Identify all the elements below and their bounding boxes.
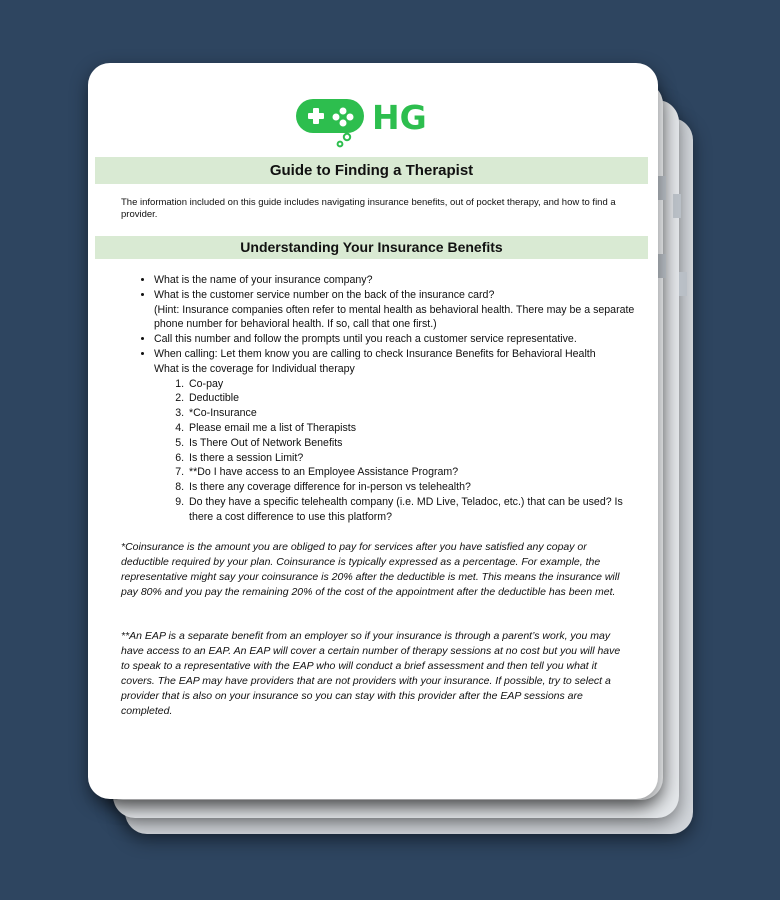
page-edge-mark: [679, 272, 687, 296]
gamepad-icon: [296, 99, 364, 146]
coverage-item: 4. Please email me a list of Therapists: [187, 421, 644, 436]
list-item-text: What is the customer service number on the back of the insurance card?: [154, 288, 495, 301]
list-item-text: What is the name of your insurance company?: [154, 274, 373, 286]
page-edge-mark: [673, 194, 681, 218]
list-item-text: Call this number and follow the prompts until you reach a customer service representative.: [154, 333, 577, 346]
eap-note: **An EAP is a separate benefit from an employer so if your insurance is through a parent’s work, you may have access to an EAP. An EAP will cover a certain number of therapy sessions at no cost but you will have to speak to a representative with the EAP who will conduct a brief assessment and then tell you what it covers. The EAP may have providers that are not providers with your insurance. If possible, try to select a provider that is also on your insurance so you can stay with this provider after the EAP sessions are completed.: [121, 630, 621, 717]
coverage-list: [154, 377, 644, 525]
list-item-text: When calling: Let them know you are calling to check Insurance Benefits for Behavioral Health: [154, 347, 596, 360]
document-page: [88, 63, 658, 799]
brand-logo: [293, 89, 453, 149]
page-edge-mark: [658, 176, 666, 200]
list-item: [154, 347, 644, 525]
coinsurance-note: *Coinsurance is the amount you are obliged to pay for services after you have satisfied any copay or deductible required by your plan. Coinsurance is typically expressed as a percentage. For example, the representative might say your coinsurance is 20% after the deductible is met. This means the insurance will pay 80% and you pay the remaining 20% of the cost of the appointment after the deductible has been met.: [121, 541, 620, 598]
coverage-item: 3. *Co-Insurance: [187, 406, 644, 421]
coverage-item: 2. Deductible: [187, 391, 644, 406]
list-item: [154, 273, 644, 288]
logo-text: HG: [372, 98, 427, 137]
page-title: Guide to Finding a Therapist: [95, 157, 648, 184]
page-edge-mark: [658, 254, 666, 278]
coverage-item: 7. **Do I have access to an Employee Assistance Program?: [187, 465, 644, 480]
questions-list: [135, 273, 644, 525]
coverage-item: 1. Co-pay: [187, 377, 644, 392]
list-item: [154, 332, 644, 347]
list-item: [154, 288, 644, 332]
section-heading: Understanding Your Insurance Benefits: [95, 236, 648, 259]
intro-paragraph: The information included on this guide includes navigating insurance benefits, out of pocket therapy, and how to find a provider.: [121, 197, 616, 220]
coverage-item: 8. Is there any coverage difference for in-person vs telehealth?: [187, 480, 644, 495]
coverage-question: What is the coverage for Individual therapy: [154, 362, 355, 375]
coverage-item: 9. Do they have a specific telehealth company (i.e. MD Live, Teladoc, etc.) that can be used? Is there a cost difference to use this platform?: [187, 495, 644, 525]
hint-text: (Hint: Insurance companies often refer to mental health as behavioral health. There may be a separate phone number for behavioral health. If so, call that one first.): [154, 303, 635, 331]
coverage-item: 5. Is There Out of Network Benefits: [187, 436, 644, 451]
coverage-item: 6. Is there a session Limit?: [187, 451, 644, 466]
